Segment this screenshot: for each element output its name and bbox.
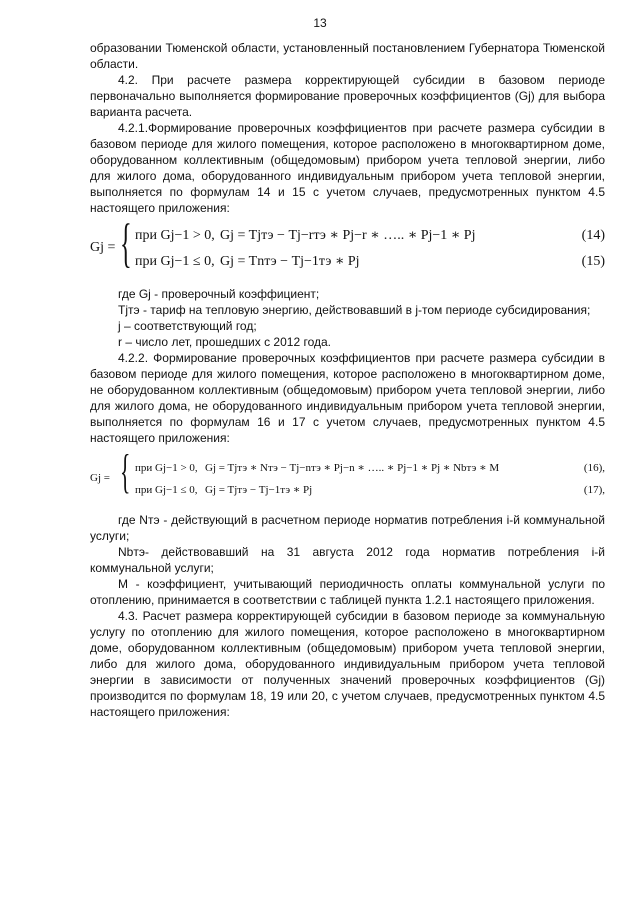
paragraph-continuation: образовании Тюменской области, установленный постановлением Губернатора Тюменской области. <box>90 41 605 71</box>
paragraph-4-3: 4.3. Расчет размера корректирующей субсидии в базовом периоде за коммунальную услугу по отоплению для жилого помещения, которое расположено в многоквартирном доме, оборудованном коллективным (общедомовым) прибором учета тепловой энергии, либо для жилого дома, оборудованного индивидуальным прибором учета тепловой энергии в зависимости от полученных значений проверочных коэффициентов (Gj) производится по формулам 18, 19 или 20, с учетом случаев, предусмотренных пунктом 4.5 настоящего приложения: <box>90 609 605 719</box>
formula-case-2 <box>135 254 360 270</box>
curly-brace-icon: { <box>120 445 131 498</box>
definition-tariff: Tjтэ - тариф на тепловую энергию, действовавший в j-том периоде субсидирования; <box>118 303 591 317</box>
document-body <box>90 40 605 720</box>
formula-lhs: Gj = <box>90 240 116 255</box>
formula-expression: Gj = Tjтэ − Tj−1тэ ∗ Pj <box>205 484 313 496</box>
definition-m: M - коэффициент, учитывающий периодичность оплаты коммунальной услуги по отоплению, принимается в соответствии с таблицей пункта 1.2.1 настоящего приложения. <box>90 577 605 607</box>
formula-case-2 <box>135 482 313 498</box>
paragraph-4-2: 4.2. При расчете размера корректирующей субсидии в базовом периоде первоначально выполняется формирование проверочных коэффициентов (Gj) для выбора варианта расчета. <box>90 73 605 119</box>
formula-16-17 <box>90 445 605 504</box>
formula-lhs: Gj = <box>90 472 110 484</box>
page-number: 13 <box>313 16 327 30</box>
definition-norm: где Nтэ - действующий в расчетном периоде норматив потребления i-й коммунальной услуги; <box>90 513 605 543</box>
formula-case-1 <box>135 460 500 476</box>
definition-norm-2012: Nbтэ- действовавший на 31 августа 2012 года норматив потребления i-й коммунальной услуги; <box>90 545 605 575</box>
formula-expression: Gj = Tnтэ − Tj−1тэ ∗ Pj <box>220 254 360 269</box>
definition-r: r – число лет, прошедших с 2012 года. <box>118 335 331 349</box>
definition-j: j – соответствующий год; <box>118 319 257 333</box>
formula-number: (14) <box>581 228 605 243</box>
formula-14-15 <box>90 213 605 278</box>
formula-number: (16), <box>583 462 605 474</box>
formula-condition: при Gj−1 > 0, <box>135 228 215 243</box>
curly-brace-icon: { <box>120 213 132 273</box>
formula-number: (17), <box>583 484 605 496</box>
formula-number: (15) <box>581 254 605 269</box>
definition-gj: где Gj - проверочный коэффициент; <box>118 287 320 301</box>
formula-expression: Gj = Tjтэ ∗ Nтэ − Tj−nтэ ∗ Pj−n ∗ ….. ∗ Pj−1 ∗ Pj ∗ Nbтэ ∗ M <box>205 462 500 474</box>
formula-expression: Gj = Tjтэ − Tj−rтэ ∗ Pj−r ∗ ….. ∗ Pj−1 ∗ Pj <box>220 228 476 243</box>
paragraph-4-2-2: 4.2.2. Формирование проверочных коэффициентов при расчете размера субсидии в базовом периоде для жилого помещения, которое расположено в многоквартирном доме, не оборудованном коллективным (общедомовым) прибором учета тепловой энергии, либо для жилого дома, не оборудованного индивидуальным прибором учета тепловой энергии, выполняется по формулам 16 и 17 с учетом случаев, предусмотренных пунктом 4.5 настоящего приложения: <box>90 351 605 445</box>
formula-case-1 <box>135 228 476 244</box>
formula-condition: при Gj−1 ≤ 0, <box>135 254 215 269</box>
formula-condition: при Gj−1 > 0, <box>135 462 198 474</box>
paragraph-4-2-1: 4.2.1.Формирование проверочных коэффициентов при расчете размера субсидии в базовом периоде для жилого помещения, которое расположено в многоквартирном доме, оборудованном коллективным (общедомовым) прибором учета тепловой энергии, либо для жилого дома, оборудованного индивидуальным прибором учета тепловой энергии, выполняется по формулам 14 и 15 с учетом случаев, предусмотренных пунктом 4.5 настоящего приложения: <box>90 121 605 215</box>
formula-condition: при Gj−1 ≤ 0, <box>135 484 198 496</box>
